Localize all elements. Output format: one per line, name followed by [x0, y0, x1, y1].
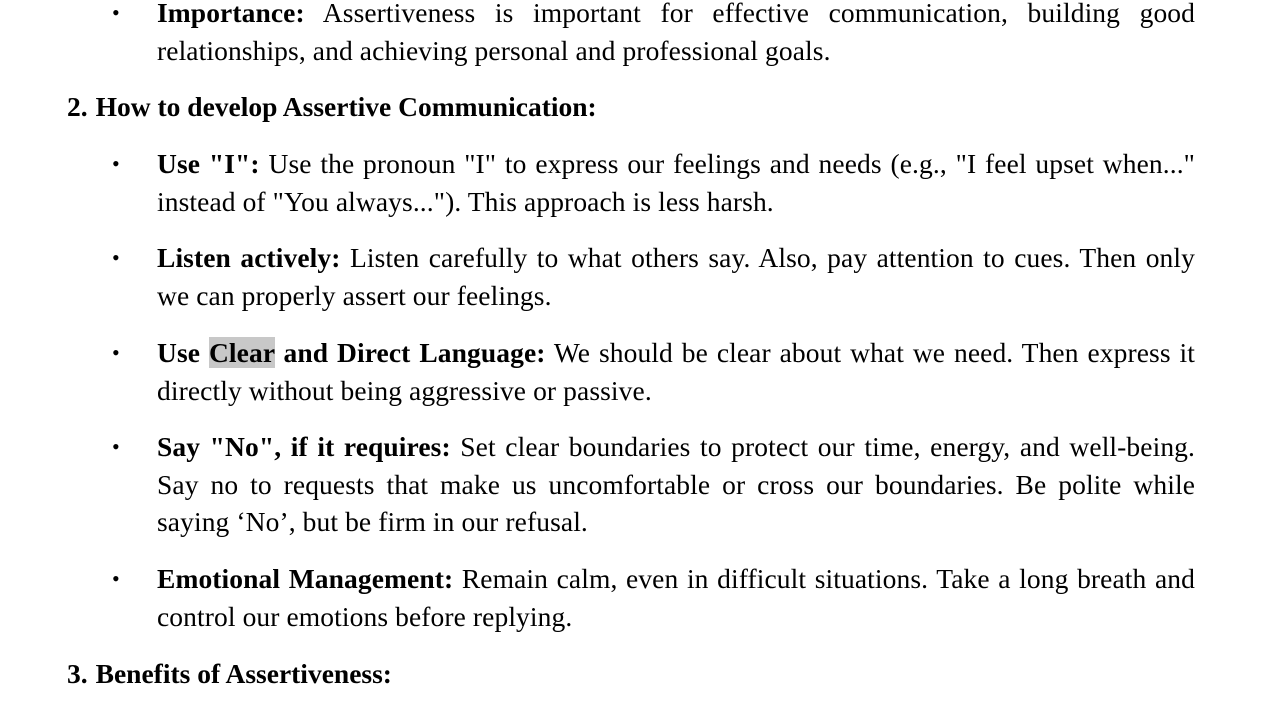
list-item-text: Use the pronoun "I" to express our feelings and needs (e.g., "I feel upset when..." instead of "You always..."). This approach is less harsh. [157, 148, 1195, 217]
bullet-marker [112, 0, 124, 32]
list-item-text: Remain calm, even in difficult situations. Take a long breath and control our emotions before replying. [157, 563, 1195, 632]
list-item-use-i [157, 145, 1195, 220]
list-item-text: We should be clear about what we need. Then express it directly without being aggressive or passive. [157, 337, 1196, 406]
section-number: 3. [67, 658, 88, 689]
list-item-term: Listen actively: [157, 242, 341, 273]
list-item-term: Importance: [157, 0, 305, 28]
list-item-text: Set clear boundaries to protect our time, energy, and well-being. Say no to requests that make us uncomfortable or cross our boundaries. Be polite while saying ‘No’, but be firm in our refusal. [157, 431, 1195, 537]
list-item-text: Assertiveness is important for effective communication, building good relationships, and achieving personal and professional goals. [157, 0, 1195, 66]
list-item-term [157, 337, 546, 368]
list-item-importance [157, 0, 1195, 69]
list-item-say-no [157, 428, 1195, 541]
list-item-term: Say "No", if it requires: [157, 431, 451, 462]
section-heading-2 [67, 88, 597, 126]
section-heading-3 [67, 655, 392, 693]
list-item-text: Listen carefully to what others say. Also, pay attention to cues. Then only we can properly assert our feelings. [157, 242, 1195, 311]
section-title: Benefits of Assertiveness: [95, 658, 392, 689]
list-item-emotional-management [157, 560, 1195, 635]
bullet-marker [112, 428, 124, 466]
list-item-listen-actively [157, 239, 1195, 314]
bullet-marker [112, 145, 124, 183]
bullet-marker [112, 239, 124, 277]
list-item-clear-direct-language [157, 334, 1195, 409]
section-title: How to develop Assertive Communication: [95, 91, 597, 122]
list-item-term: Use "I": [157, 148, 260, 179]
list-item-term: Emotional Management: [157, 563, 454, 594]
term-part: Use [157, 337, 209, 368]
search-highlight: Clear [208, 337, 275, 368]
bullet-marker [112, 560, 124, 598]
bullet-marker [112, 334, 124, 372]
section-number: 2. [67, 91, 88, 122]
term-part: and Direct Language: [274, 337, 546, 368]
